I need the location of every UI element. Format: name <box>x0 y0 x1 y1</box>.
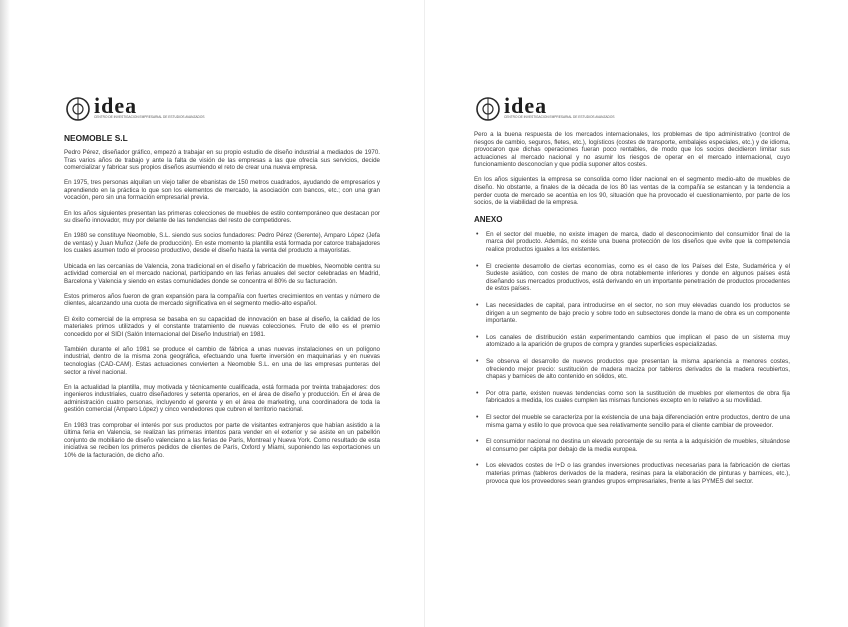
paragraph: Estos primeros años fueron de gran expansión para la compañía con fuertes crecimientos en ventas y número de clientes, alcanzando una cuota de mercado significativa en el segmento medio-alto español. <box>64 292 380 308</box>
bullet-icon: • <box>476 262 479 270</box>
paragraph: Pero a la buena respuesta de los mercados internacionales, los problemas de tipo administrativo (control de riesgos de cambio, seguros, fletes, etc.), logísticos (costes de transporte, embalajes especiales, etc.) y de idioma, provocaron que dichas operaciones fueran poco rentables, de modo que los socios decidieron limitar sus actuaciones al mercado nacional y no asumir los riesgos de operar en el mercado internacional, cuyo funcionamiento desconocían y que podía suponer altos costes. <box>474 131 790 169</box>
bullet-icon: • <box>476 438 479 446</box>
paragraph: Ubicada en las cercanías de Valencia, zona tradicional en el diseño y fabricación de muebles, Neomoble centra su actividad comercial en el mercado nacional, participando en las ferias anuales del sector celebradas en Madrid, Barcelona y Valencia y siendo en estas comunidades donde se concentra el 80% de su facturación. <box>64 262 380 285</box>
paragraph: En los años siguientes presentan las primeras colecciones de muebles de estilo contemporáneo que destacan por su diseño innovador, muy por delante de las tendencias del resto de competidores. <box>64 209 380 225</box>
annex-title: ANEXO <box>474 214 503 224</box>
bullet-icon: • <box>476 357 479 365</box>
paragraph: El éxito comercial de la empresa se basaba en su capacidad de innovación en base al diseño, la calidad de los materiales primos utilizados y el constante tratamiento de nuevas colecciones. Fruto de ello es el premio concedido por el SIDI (Salón Internacional del Diseño Industrial) en 1981. <box>64 315 380 338</box>
bullet-icon: • <box>476 462 479 470</box>
logo-word: idea <box>94 93 138 118</box>
idea-logo <box>474 95 790 125</box>
paragraph: También durante el año 1981 se produce el cambio de fábrica a unas nuevas instalaciones en un polígono industrial, dentro de la misma zona geográfica, efectuando una fuerte inversión en maquinarias y en nuevas tecnologías (CAD-CAM). Estas actuaciones convierten a Neomoble S.L. en una de las empresas punteras del sector a nivel nacional. <box>64 345 380 376</box>
paragraph: En los años siguientes la empresa se consolida como líder nacional en el segmento medio-alto de muebles de diseño. No obstante, a finales de la década de los 80 las ventas de la compañía se estancan y la tendencia a perder cuota de mercado se acentúa en los 90, situación que ha provocado el cuestionamiento, por parte de los socios, de la viabilidad de la empresa. <box>474 176 790 207</box>
right-page <box>474 95 790 607</box>
list-item-text: Por otra parte, existen nuevas tendencias como son la sustitución de muebles por elementos de obra fija fabricados a medida, los cuales cumplen las mismas funciones excepto en lo relativo a su movilidad. <box>486 389 790 405</box>
page-gutter <box>424 0 425 627</box>
logo-tagline: CENTRO DE INVESTIGACION EMPRESARIAL DE ESTUDIOS AVANZADOS <box>504 115 615 119</box>
list-item-text: Las necesidades de capital, para introducirse en el sector, no son muy elevadas cuando los productos se dirigen a un segmento de bajo precio y sobre todo en subsectores donde la mano de obra es un componente importante. <box>486 302 790 325</box>
list-item <box>474 462 790 485</box>
idea-logo <box>64 95 380 125</box>
bullet-icon: • <box>476 302 479 309</box>
list-item-text: En el sector del mueble, no existe imagen de marca, dado el desconocimiento del consumidor final de la marca del producto. Además, no existe una buena protección de los diseños que evite que la competencia realice productos iguales a los existentes. <box>486 230 790 254</box>
paragraph: Pedro Pérez, diseñador gráfico, empezó a trabajar en su propio estudio de diseño industrial a mediados de 1970. Tras varios años de trabajo y ante la falta de visión de las empresas a las que ofrecía sus servicios, decide comercializar y fabricar sus propios diseños asumiendo el reto de crear una nueva empresa. <box>64 149 380 172</box>
paragraph: En 1983 tras comprobar el interés por sus productos por parte de visitantes extranjeros que habían asistido a la última feria en Valencia, se realizan las primeras intentos para vender en el exterior y se asiste en un pabellón conjunto de mobiliario de diseño valenciano a las ferias de París, Montreal y Nueva York. Como resultado de esta iniciativa se reciben los primeros pedidos de clientes de París, Oxford y Miami, suponiendo las exportaciones un 10% de la facturación, de dicho año. <box>64 421 380 459</box>
company-title: NEOMOBLE S.L <box>64 133 128 143</box>
logo-mark-icon <box>474 95 502 123</box>
paragraph: En 1980 se constituye Neomoble, S.L. siendo sus socios fundadores: Pedro Pérez (Gerente), Amparo López (Jefa de ventas) y Juan Muñoz (Jefe de producción). En este momento la plantilla está formada por catorce trabajadores los cuales asumen todo el proceso productivo, desde el diseño hasta la venta del producto a mayoristas. <box>64 232 380 255</box>
list-item <box>474 358 790 381</box>
logo-word: idea <box>504 93 548 118</box>
list-item-text: El creciente desarrollo de ciertas economías, como es el caso de los Países del Este, Sudamérica y el Sudeste asiático, con costes de mano de obra notablemente inferiores y donde en algunos países está diseñando sus mercados productivos, está derivando en un importante penetración de productos procedentes de estos países. <box>486 262 790 293</box>
list-item <box>474 231 790 254</box>
bullet-icon: • <box>476 333 479 341</box>
bullet-icon: • <box>476 413 479 421</box>
list-item <box>474 438 790 453</box>
bullet-icon: • <box>476 389 479 397</box>
scan-shadow <box>0 0 10 627</box>
list-item <box>474 390 790 405</box>
list-item <box>474 263 790 293</box>
list-item-text: Se observa el desarrollo de nuevos productos que presentan la misma apariencia a menores costes, ofreciendo mejor precio: sustitución de madera maciza por tableros derivados de la madera recubiertos, chapas y barnices de alto contenido en sólidos, etc. <box>486 357 790 381</box>
annex-list <box>474 231 790 485</box>
paragraph: En 1975, tres personas alquilan un viejo taller de ebanistas de 150 metros cuadrados, ayudando de empresarios y aprendiendo en la práctica lo que son los elementos de mercado, la asociación con bancos, etc.; con una gran vocación, pero sin una formación empresarial previa. <box>64 179 380 202</box>
list-item <box>474 414 790 429</box>
bullet-icon: • <box>476 230 479 238</box>
paragraph: En la actualidad la plantilla, muy motivada y técnicamente cualificada, está formada por treinta trabajadores: dos ingenieros industriales, cuatro diseñadores y setenta operarios, en el área de diseño y producción. En el área de administración cuatro personas, incluyendo el gerente y en el área de marketing, una coordinadora de toda la gestión comercial (Amparo López) y cinco vendedores que cubren el territorio nacional. <box>64 383 380 414</box>
list-item-text: El consumidor nacional no destina un elevado porcentaje de su renta a la adquisición de muebles, situándose el consumo per cápita por debajo de la media europea. <box>486 438 790 453</box>
list-item-text: Los elevados costes de I+D o las grandes inversiones productivas necesarias para la fabricación de ciertas materias primas (tableros derivados de la madera, resinas para la elaboración de pinturas y barnices, etc.), provoca que los proveedores sean grandes grupos empresariales, frente a las PYMES del sector. <box>486 462 790 485</box>
list-item-text: Los canales de distribución están experimentando cambios que implican el paso de un sistema muy atomizado a la aparición de grupos de compra y grandes superficies especializadas. <box>486 333 790 349</box>
logo-tagline: CENTRO DE INVESTIGACION EMPRESARIAL DE ESTUDIOS AVANZADOS <box>94 115 205 119</box>
logo-mark-icon <box>64 95 92 123</box>
list-item <box>474 302 790 325</box>
list-item <box>474 334 790 349</box>
left-page <box>64 95 380 607</box>
list-item-text: El sector del mueble se caracteriza por la existencia de una baja diferenciación entre productos, dentro de una misma gama y estilo lo que provoca que sea relativamente sencillo para el cliente cambiar de proveedor. <box>486 413 790 429</box>
